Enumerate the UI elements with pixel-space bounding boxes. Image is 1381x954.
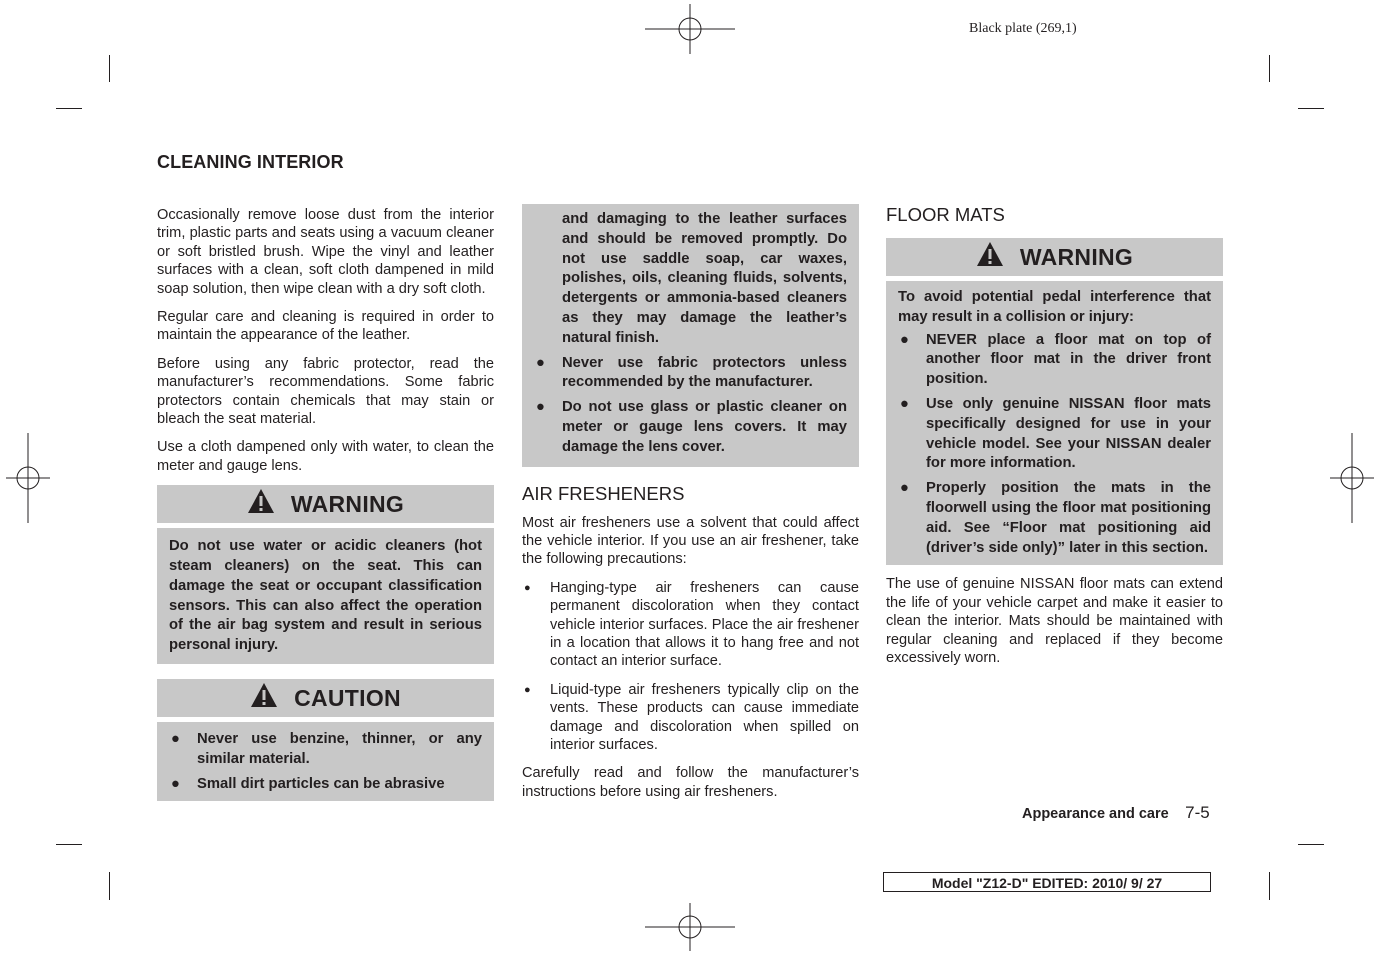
- caution-box-continued: [522, 204, 859, 467]
- air-fresheners-title: AIR FRESHENERS: [522, 482, 685, 504]
- warning-triangle-icon: [247, 488, 275, 520]
- registration-mark-top: [645, 4, 735, 54]
- page-number: 7-5: [1185, 803, 1210, 822]
- warning-text: Do not use water or acidic cleaners (hot steam cleaners) on the seat. This can damage the seat or occupant classification sensors. This can also affect the operation of the air bag system and result in serious personal injury.: [169, 538, 482, 654]
- caution-banner: [157, 679, 494, 717]
- footer-running-head: [1022, 803, 1210, 823]
- paragraph: Carefully read and follow the manufacturer’s instructions before using air fresheners.: [522, 765, 859, 800]
- caution-continued-text: and damaging to the leather surfaces and should be removed promptly. Do not use saddle soap, car waxes, polishes, oils, cleaning fluids, solvents, detergents or ammonia-based cleaners as they may damage the leather’s natural finish.: [562, 211, 847, 346]
- column-middle: [522, 204, 859, 811]
- paragraph: Most air fresheners use a solvent that could affect the vehicle interior. If you use an air freshener, take the following precautions:: [522, 514, 859, 568]
- section-title: CLEANING INTERIOR: [157, 152, 344, 172]
- warning-label: WARNING: [290, 490, 405, 517]
- caution-label: CAUTION: [294, 684, 401, 711]
- plate-label: Black plate (269,1): [969, 21, 1077, 36]
- list-item: ● Liquid-type air fresheners typically clip on the vents. These products can cause immediate damage and discoloration when spilled on interior surfaces.: [524, 681, 859, 754]
- caution-triangle-icon: [250, 682, 278, 714]
- warning-triangle-icon: [976, 241, 1004, 273]
- list-item: ● NEVER place a floor mat on top of another floor mat in the driver front position.: [900, 331, 1211, 388]
- list-item: ● Properly position the mats in the floorwell using the floor mat positioning aid. See “Floor mat positioning aid (driver’s side only)” later in this section.: [900, 480, 1211, 556]
- floor-mats-title: FLOOR MATS: [886, 204, 1005, 225]
- registration-mark-bottom: [645, 903, 735, 951]
- list-item: ● Use only genuine NISSAN floor mats specifically designed for use in your vehicle model. See your NISSAN dealer for more information.: [900, 395, 1211, 472]
- registration-mark-right: [1330, 433, 1374, 523]
- warning-label: WARNING: [1019, 243, 1134, 270]
- paragraph: Use a cloth dampened only with water, to clean the meter and gauge lens.: [157, 439, 494, 474]
- list-item: ● Hanging-type air fresheners can cause permanent discoloration when they contact vehicle interior surfaces. Place the air freshener in a location that allows it to hang free and not contact an interior surface.: [524, 579, 859, 670]
- list-item: ● Never use benzine, thinner, or any similar material.: [171, 731, 482, 767]
- paragraph: Occasionally remove loose dust from the interior trim, plastic parts and seats using a vacuum cleaner or soft bristled brush. Wipe the vinyl and leather surfaces with a clean, soft cloth dampened in mild soap solution, then wipe clean with a dry soft cloth.: [157, 207, 494, 297]
- paragraph: The use of genuine NISSAN floor mats can extend the life of your vehicle carpet and make it easier to clean the interior. Mats should be maintained with regular cleaning and replaced if they become excessively worn.: [886, 576, 1223, 666]
- column-right: [886, 204, 1223, 677]
- warning-box: [157, 528, 494, 664]
- registration-mark-left: [6, 433, 50, 523]
- warning-banner: [886, 238, 1223, 276]
- warning-intro: To avoid potential pedal interference that may result in a collision or injury:: [898, 289, 1211, 325]
- paragraph: Before using any fabric protector, read the manufacturer’s recommendations. Some fabric protectors contain chemicals that may stain or bleach the seat material.: [157, 355, 494, 428]
- warning-banner: [157, 485, 494, 523]
- caution-box: [157, 722, 494, 801]
- list-item: ● Never use fabric protectors unless recommended by the manufacturer.: [536, 354, 847, 391]
- footer-section-title: Appearance and care: [1022, 806, 1169, 822]
- column-left: [157, 206, 494, 801]
- model-edited-box: Model "Z12-D" EDITED: 2010/ 9/ 27: [883, 872, 1211, 892]
- list-item: ● Do not use glass or plastic cleaner on meter or gauge lens covers. It may damage the lens cover.: [536, 399, 847, 455]
- paragraph: Regular care and cleaning is required in order to maintain the appearance of the leather.: [157, 309, 494, 344]
- list-item: ● Small dirt particles can be abrasive: [171, 775, 445, 792]
- warning-box: [886, 281, 1223, 565]
